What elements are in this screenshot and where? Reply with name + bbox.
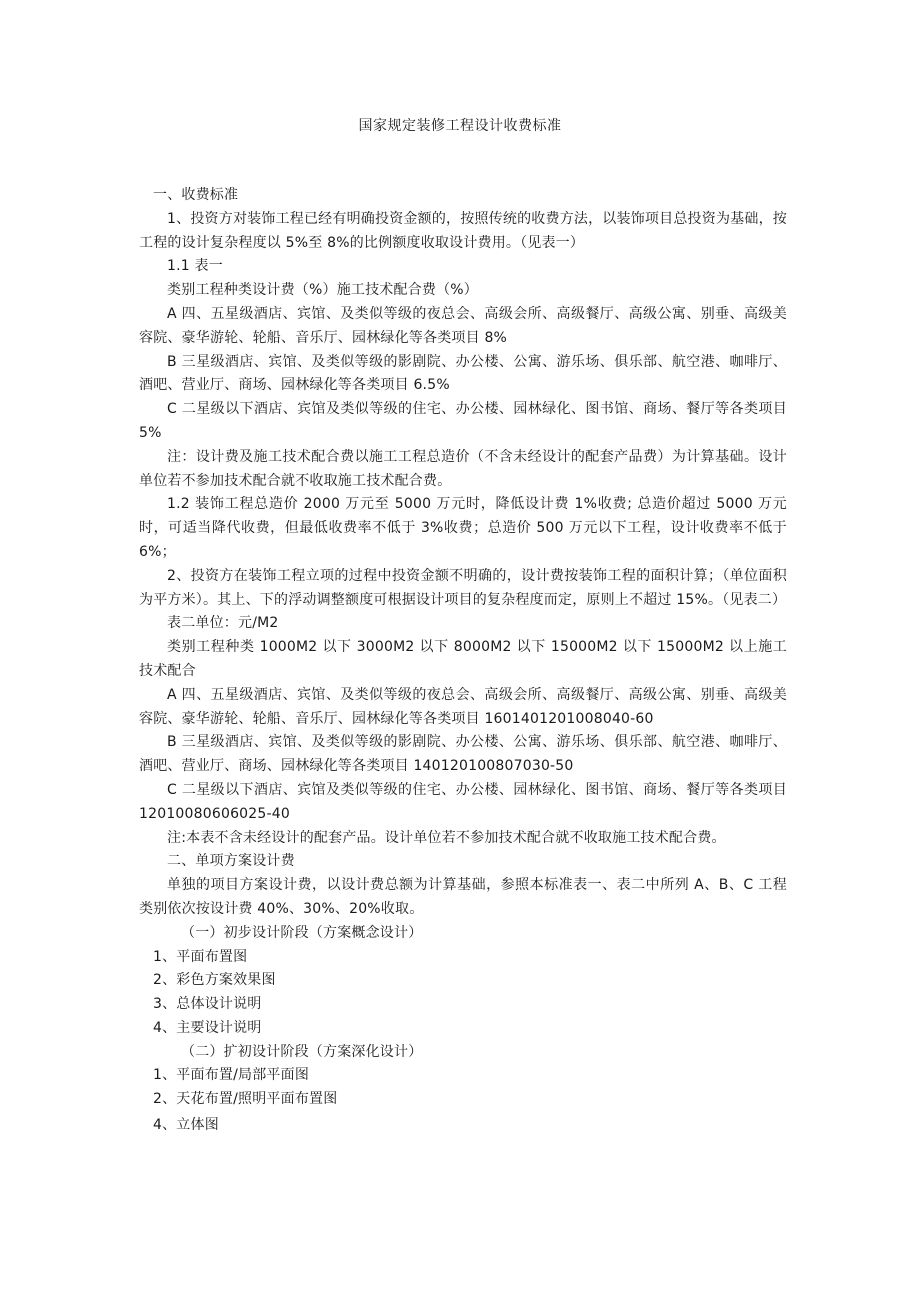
table2-note: 注:本表不含未经设计的配套产品。设计单位若不参加技术配合就不收取施工技术配合费。 bbox=[167, 829, 726, 846]
table2-row-b: B 三星级酒店、宾馆、及类似等级的影剧院、办公楼、公寓、游乐场、俱乐部、航空港、咖啡厅、酒吧、营业厅、商场、园林绿化等各类项目 140120100807030-50 bbox=[139, 734, 787, 775]
paragraph-single-scheme: 单独的项目方案设计费，以设计费总额为计算基础，参照本标准表一、表二中所列 A、B、C 工程类别依次按设计费 40%、30%、20%收取。 bbox=[139, 877, 787, 917]
stage-heading-preliminary: （一）初步设计阶段（方案概念设计） bbox=[181, 924, 423, 941]
list-item: 4、立体图 bbox=[153, 1117, 219, 1134]
list-item: 1、平面布置/局部平面图 bbox=[153, 1067, 310, 1084]
stage-heading-extended: （二）扩初设计阶段（方案深化设计） bbox=[181, 1043, 423, 1060]
list-item: 2、彩色方案效果图 bbox=[153, 972, 276, 989]
list-item: 3、总体设计说明 bbox=[153, 996, 262, 1013]
table1-label: 1.1 表一 bbox=[167, 258, 223, 275]
table1-note: 注：设计费及施工技术配合费以施工工程总造价（不含未经设计的配套产品费）为计算基础。设计单位若不参加技术配合就不收取施工技术配合费。 bbox=[139, 448, 787, 489]
table1-row-b: B 三星级酒店、宾馆、及类似等级的影剧院、办公楼、公寓、游乐场、俱乐部、航空港、咖啡厅、酒吧、营业厅、商场、园林绿化等各类项目 6.5% bbox=[139, 353, 787, 394]
list-item: 2、天花布置/照明平面布置图 bbox=[153, 1091, 338, 1108]
table2-header: 类别工程种类 1000M2 以下 3000M2 以下 8000M2 以下 15000M2 以下 15000M2 以上施工技术配合 bbox=[139, 639, 787, 679]
list-item: 1、平面布置图 bbox=[153, 948, 248, 965]
table1-row-a: A 四、五星级酒店、宾馆、及类似等级的夜总会、高级会所、高级餐厅、高级公寓、别垂、高级美容院、豪华游轮、轮船、音乐厅、园林绿化等各类项目 8% bbox=[139, 305, 787, 346]
table2-label: 表二单位：元/M2 bbox=[167, 615, 279, 632]
paragraph-investment-known: 1、投资方对装饰工程已经有明确投资金额的，按照传统的收费方法，以装饰项目总投资为基础，按工程的设计复杂程度以 5%至 8%的比例额度收取设计费用。（见表一） bbox=[139, 210, 787, 251]
table2-row-a: A 四、五星级酒店、宾馆、及类似等级的夜总会、高级会所、高级餐厅、高级公寓、别垂、高级美容院、豪华游轮、轮船、音乐厅、园林绿化等各类项目 1601401201008040-60 bbox=[139, 686, 787, 727]
section-heading-fee-standard: 一、收费标准 bbox=[153, 187, 239, 203]
section-heading-single-scheme: 二、单项方案设计费 bbox=[167, 853, 295, 870]
paragraph-total-cost: 1.2 装饰工程总造价 2000 万元至 5000 万元时，降低设计费 1%收费; 总造价超过 5000 万元时，可适当降代收费，但最低收费率不低于 3%收费；总造价 500 万元以下工程，设计收费率不低于 6%； bbox=[139, 496, 787, 560]
list-item: 4、主要设计说明 bbox=[153, 1019, 262, 1036]
document-body bbox=[139, 184, 787, 1138]
paragraph-investment-unknown: 2、投资方在装饰工程立项的过程中投资金额不明确的，设计费按装饰工程的面积计算；（单位面积为平方米）。其上、下的浮动调整额度可根据设计项目的复杂程度而定，原则上不超过 15%。（见表二） bbox=[139, 567, 787, 608]
table1-header: 类别工程种类设计费（%）施工技术配合费（%） bbox=[167, 282, 479, 299]
table2-row-c: C 二星级以下酒店、宾馆及类似等级的住宅、办公楼、园林绿化、图书馆、商场、餐厅等各类项目 12010080606025-40 bbox=[139, 781, 787, 822]
document-title: 国家规定装修工程设计收费标准 bbox=[358, 118, 562, 134]
table1-row-c: C 二星级以下酒店、宾馆及类似等级的住宅、办公楼、园林绿化、图书馆、商场、餐厅等各类项目 5% bbox=[139, 401, 787, 441]
